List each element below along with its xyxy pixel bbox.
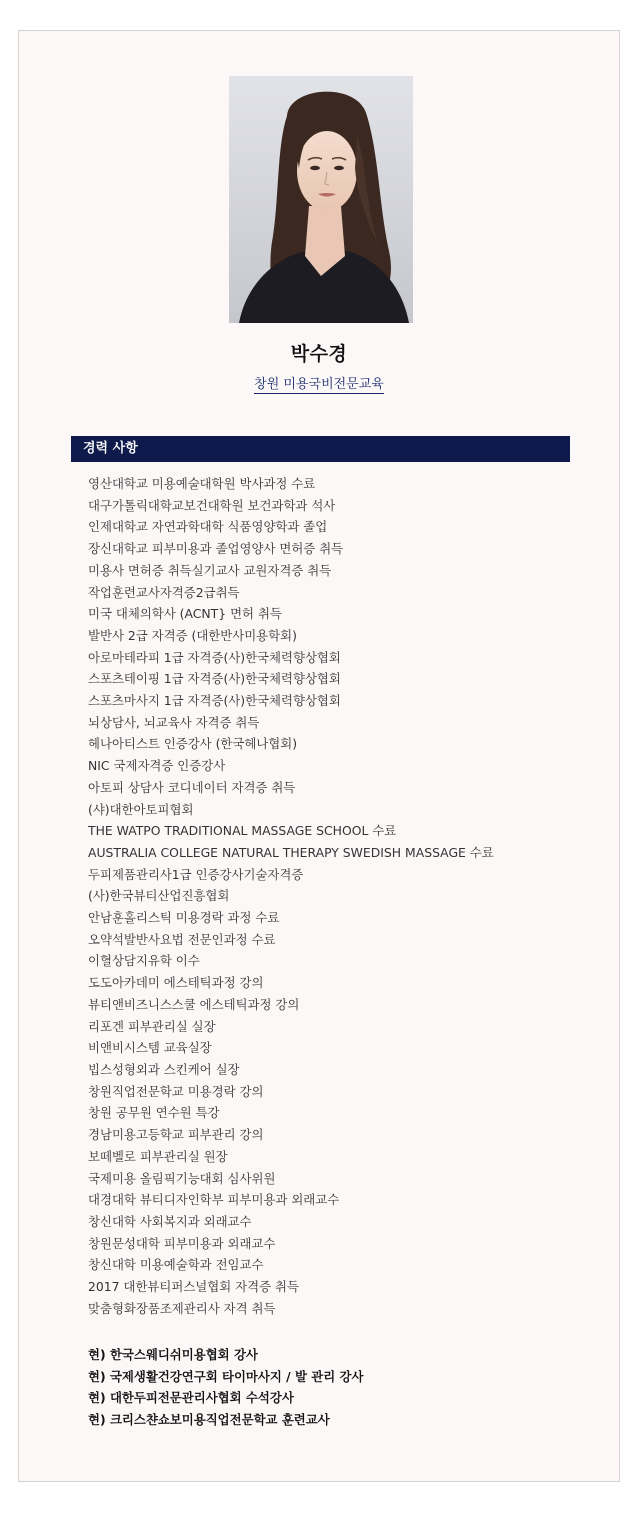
career-section-header: 경력 사항: [71, 436, 570, 462]
career-item: 창원 공무원 연수원 특강: [88, 1105, 220, 1121]
instructor-profile-card: [18, 30, 620, 1482]
career-item: 창신대학 미용예술학과 전임교수: [88, 1257, 264, 1273]
career-item: 미국 대체의학사 (ACNT} 면허 취득: [88, 606, 282, 622]
current-position-item: 현) 크리스챤쇼보미용직업전문학교 훈련교사: [88, 1412, 330, 1428]
career-item: 뇌상담사, 뇌교육사 자격증 취득: [88, 714, 260, 730]
career-item: (사)한국뷰티산업진흥협회: [88, 888, 230, 904]
instructor-name: 박수경: [290, 343, 348, 365]
career-item: THE WATPO TRADITIONAL MASSAGE SCHOOL 수료: [88, 823, 397, 839]
career-item: 스포츠마사지 1급 자격증(사)한국체력향상협회: [88, 693, 341, 709]
career-item: 뷰티앤비즈니스스쿨 에스테틱과정 강의: [88, 996, 300, 1012]
career-item: NIC 국제자격증 인증강사: [88, 758, 226, 774]
current-position-item: 현) 대한두피전문관리사협회 수석강사: [88, 1390, 294, 1406]
career-item: AUSTRALIA COLLEGE NATURAL THERAPY SWEDISH MASSAGE 수료: [88, 844, 494, 860]
current-position-item: 현) 한국스웨디쉬미용협회 강사: [88, 1347, 258, 1362]
career-item: 스포츠테이핑 1급 자격증(사)한국체력향상협회: [88, 671, 341, 687]
career-item: 장신대학교 피부미용과 졸업영양사 면허증 취득: [88, 541, 344, 557]
career-item: (샤)대한아토피협회: [88, 801, 194, 817]
career-item: 창원문성대학 피부미용과 외래교수: [88, 1235, 276, 1251]
career-item: 아로마테라피 1급 자격증(사)한국체력향상협회: [88, 649, 341, 665]
career-item: 오약석발반사요법 전문인과정 수료: [88, 931, 276, 947]
instructor-subtitle-text: 창원 미용국비전문교육: [254, 377, 384, 392]
career-item: 두피제품관리사1급 인증강사기술자격증: [88, 866, 304, 882]
current-position-item: 현) 국제생활건강연구회 타이마사지 / 발 관리 강사: [88, 1368, 364, 1384]
career-item: 국제미용 올림픽기능대회 심사위원: [88, 1170, 276, 1186]
career-item: 창원직업전문학교 미용경락 강의: [88, 1083, 264, 1099]
career-item: 리포겐 피부관리실 실장: [88, 1018, 216, 1034]
career-item: 헤나아티스트 인증강사 (한국헤나협회): [88, 736, 298, 752]
career-item: 대구가톨릭대학교보건대학원 보건과학과 석사: [88, 497, 336, 513]
career-item: 도도아카데미 에스테틱과정 강의: [88, 975, 264, 991]
career-item: 영산대학교 미용예술대학원 박사과정 수료: [88, 476, 316, 491]
career-item: 이혈상담지유학 이수: [88, 953, 200, 969]
career-item: 2017 대한뷰티퍼스널협회 자격증 취득: [88, 1279, 299, 1295]
career-item: 발반사 2급 자격증 (대한반사미용학회): [88, 627, 297, 643]
instructor-subtitle: [19, 373, 619, 392]
career-item: 작업훈련교사자격증2급취득: [88, 584, 240, 600]
career-item: 보떼벨로 피부관리실 원장: [88, 1148, 228, 1164]
career-item: 빕스성형외과 스킨케어 실장: [88, 1061, 240, 1077]
career-item: 맞춤형화장품조제관리사 자격 취득: [88, 1300, 276, 1316]
career-item: 창신대학 사회복지과 외래교수: [88, 1213, 252, 1229]
career-item: 경남미용고등학교 피부관리 강의: [88, 1127, 264, 1143]
career-item: 안남훈홀리스틱 미용경락 과정 수료: [88, 910, 280, 926]
career-item: 대경대학 뷰티디자인학부 피부미용과 외래교수: [88, 1192, 340, 1208]
current-positions-list: [88, 1344, 363, 1431]
career-item: 인제대학교 자연과학대학 식품영양학과 졸업: [88, 519, 328, 535]
career-item: 아토피 상담사 코디네이터 자격증 취득: [88, 779, 296, 795]
career-list: [88, 473, 494, 1319]
instructor-portrait: [229, 76, 413, 323]
career-item: 미용사 면허증 취득실기교사 교원자격증 취득: [88, 562, 332, 578]
career-item: 비앤비시스템 교육실장: [88, 1040, 212, 1056]
